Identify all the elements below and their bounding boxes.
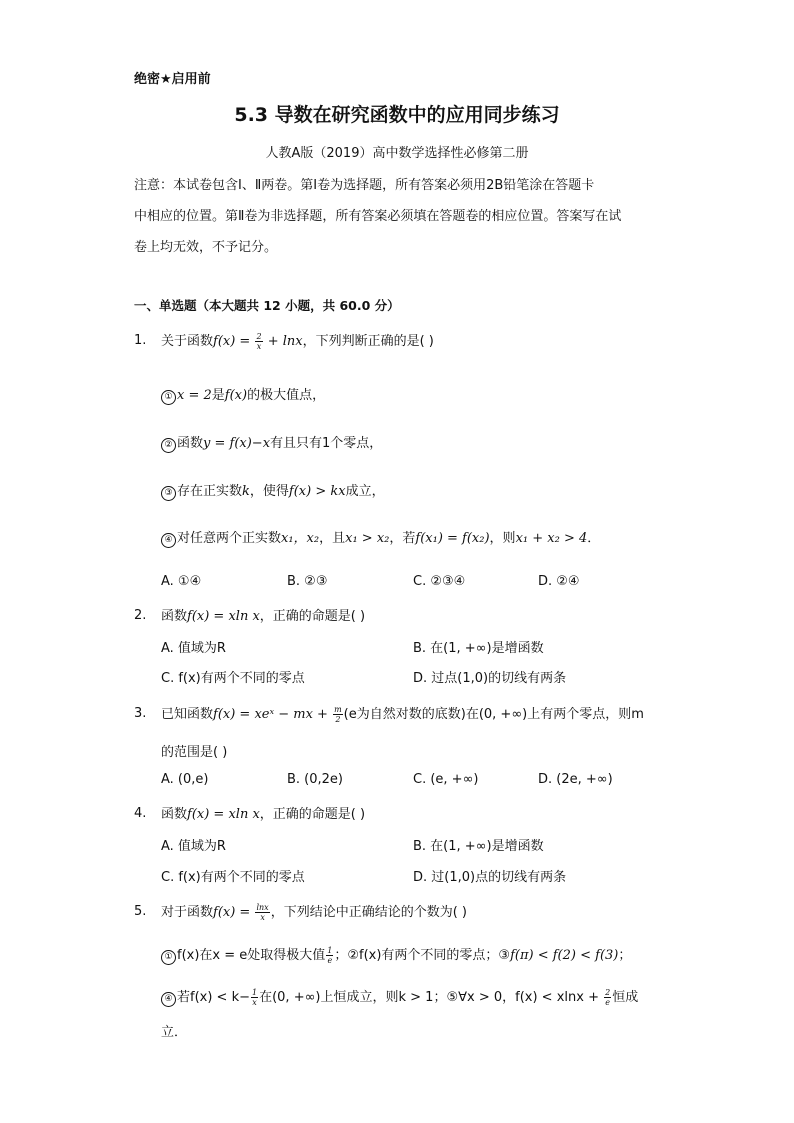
question-number: 2. xyxy=(134,608,147,623)
option-c[interactable]: C. f(x)有两个不同的零点 xyxy=(161,870,305,885)
statement-line: ④ 若f(x) < k− $\frac{1}{x}$ 在(0, +∞)上恒成立，则k > 1；⑤∀x > 0，f(x) < xlnx + $\frac{2}{e}$ 恒成 xyxy=(161,986,638,1007)
notice-line: 中相应的位置。第Ⅱ卷为非选择题，所有答案必须填在答题卷的相应位置。答案写在试 xyxy=(134,209,622,224)
notice-line: 注意：本试卷包含Ⅰ、Ⅱ两卷。第Ⅰ卷为选择题，所有答案必须用2B铅笔涂在答题卡 xyxy=(134,178,595,193)
exam-notice xyxy=(134,170,654,263)
fraction: $\frac{2}{x}$ xyxy=(256,332,262,351)
question-stem-continued: 的范围是( ) xyxy=(161,745,228,760)
option-a[interactable]: A. 值域为R xyxy=(161,641,226,656)
statement-item: ③ 存在正实数k，使得f(x) > kx成立， xyxy=(161,480,385,501)
page-subtitle: 人教A版（2019）高中数学选择性必修第二册 xyxy=(265,146,529,161)
option-c[interactable]: C. (e, +∞) xyxy=(413,772,479,787)
question-stem: 函数f(x) = xln x，正确的命题是( ) xyxy=(161,807,366,822)
question-number: 3. xyxy=(134,706,147,721)
fraction: $\frac{2}{e}$ xyxy=(605,988,611,1007)
fraction: $\frac{1}{e}$ xyxy=(327,946,333,965)
option-c[interactable]: C. f(x)有两个不同的零点 xyxy=(161,671,305,686)
question-stem: 函数f(x) = xln x，正确的命题是( ) xyxy=(161,609,366,624)
option-a[interactable]: A. (0,e) xyxy=(161,772,209,787)
fraction: $\frac{1}{x}$ xyxy=(252,988,258,1007)
option-a[interactable]: A. 值域为R xyxy=(161,839,226,854)
option-b[interactable]: B. (0,2e) xyxy=(287,772,343,787)
option-b[interactable]: B. 在(1, +∞)是增函数 xyxy=(413,839,544,854)
statement-line: ① f(x)在x = e处取得极大值 $\frac{1}{e}$ ；②f(x)有两个不同的零点；③f(π) < f(2) < f(3)； xyxy=(161,944,631,965)
statement-line-end: 立． xyxy=(161,1025,188,1040)
option-b[interactable]: B. 在(1, +∞)是增函数 xyxy=(413,641,544,656)
option-a[interactable]: A. ①④ xyxy=(161,574,202,589)
option-d[interactable]: D. ②④ xyxy=(538,574,580,589)
page-title: 5.3 导数在研究函数中的应用同步练习 xyxy=(234,104,560,126)
statement-item: ④ 对任意两个正实数x₁，x₂，且x₁ > x₂，若f(x₁) = f(x₂)，则x₁ + x₂ > 4． xyxy=(161,527,600,548)
confidential-label: 绝密★启用前 xyxy=(134,72,211,87)
option-d[interactable]: D. 过(1,0)点的切线有两条 xyxy=(413,870,567,885)
notice-line: 卷上均无效，不予记分。 xyxy=(134,240,278,255)
question-number: 4. xyxy=(134,806,147,821)
option-b[interactable]: B. ②③ xyxy=(287,574,328,589)
statement-item: ① x = 2是f(x)的极大值点， xyxy=(161,384,325,405)
statement-item: ② 函数y = f(x)−x有且只有1个零点， xyxy=(161,432,382,453)
question-number: 5. xyxy=(134,904,147,919)
question-number: 1. xyxy=(134,333,147,348)
question-stem: 对于函数f(x) = $\frac{\ln x}{x}$ ，下列结论中正确结论的个数为( ) xyxy=(161,903,467,922)
option-c[interactable]: C. ②③④ xyxy=(413,574,466,589)
section-heading: 一、单选题（本大题共 12 小题，共 60.0 分） xyxy=(134,298,400,313)
question-stem: 已知函数f(x) = xeˣ − mx + $\frac{m}{2}$ (e为自然对数的底数)在(0, +∞)上有两个零点，则m xyxy=(161,705,644,724)
option-d[interactable]: D. (2e, +∞) xyxy=(538,772,613,787)
fraction: $\frac{m}{2}$ xyxy=(334,705,342,724)
option-d[interactable]: D. 过点(1,0)的切线有两条 xyxy=(413,671,567,686)
question-stem: 关于函数f(x) = $\frac{2}{x}$ + lnx，下列判断正确的是( ) xyxy=(161,332,434,351)
fraction: $\frac{\ln x}{x}$ xyxy=(256,903,269,922)
